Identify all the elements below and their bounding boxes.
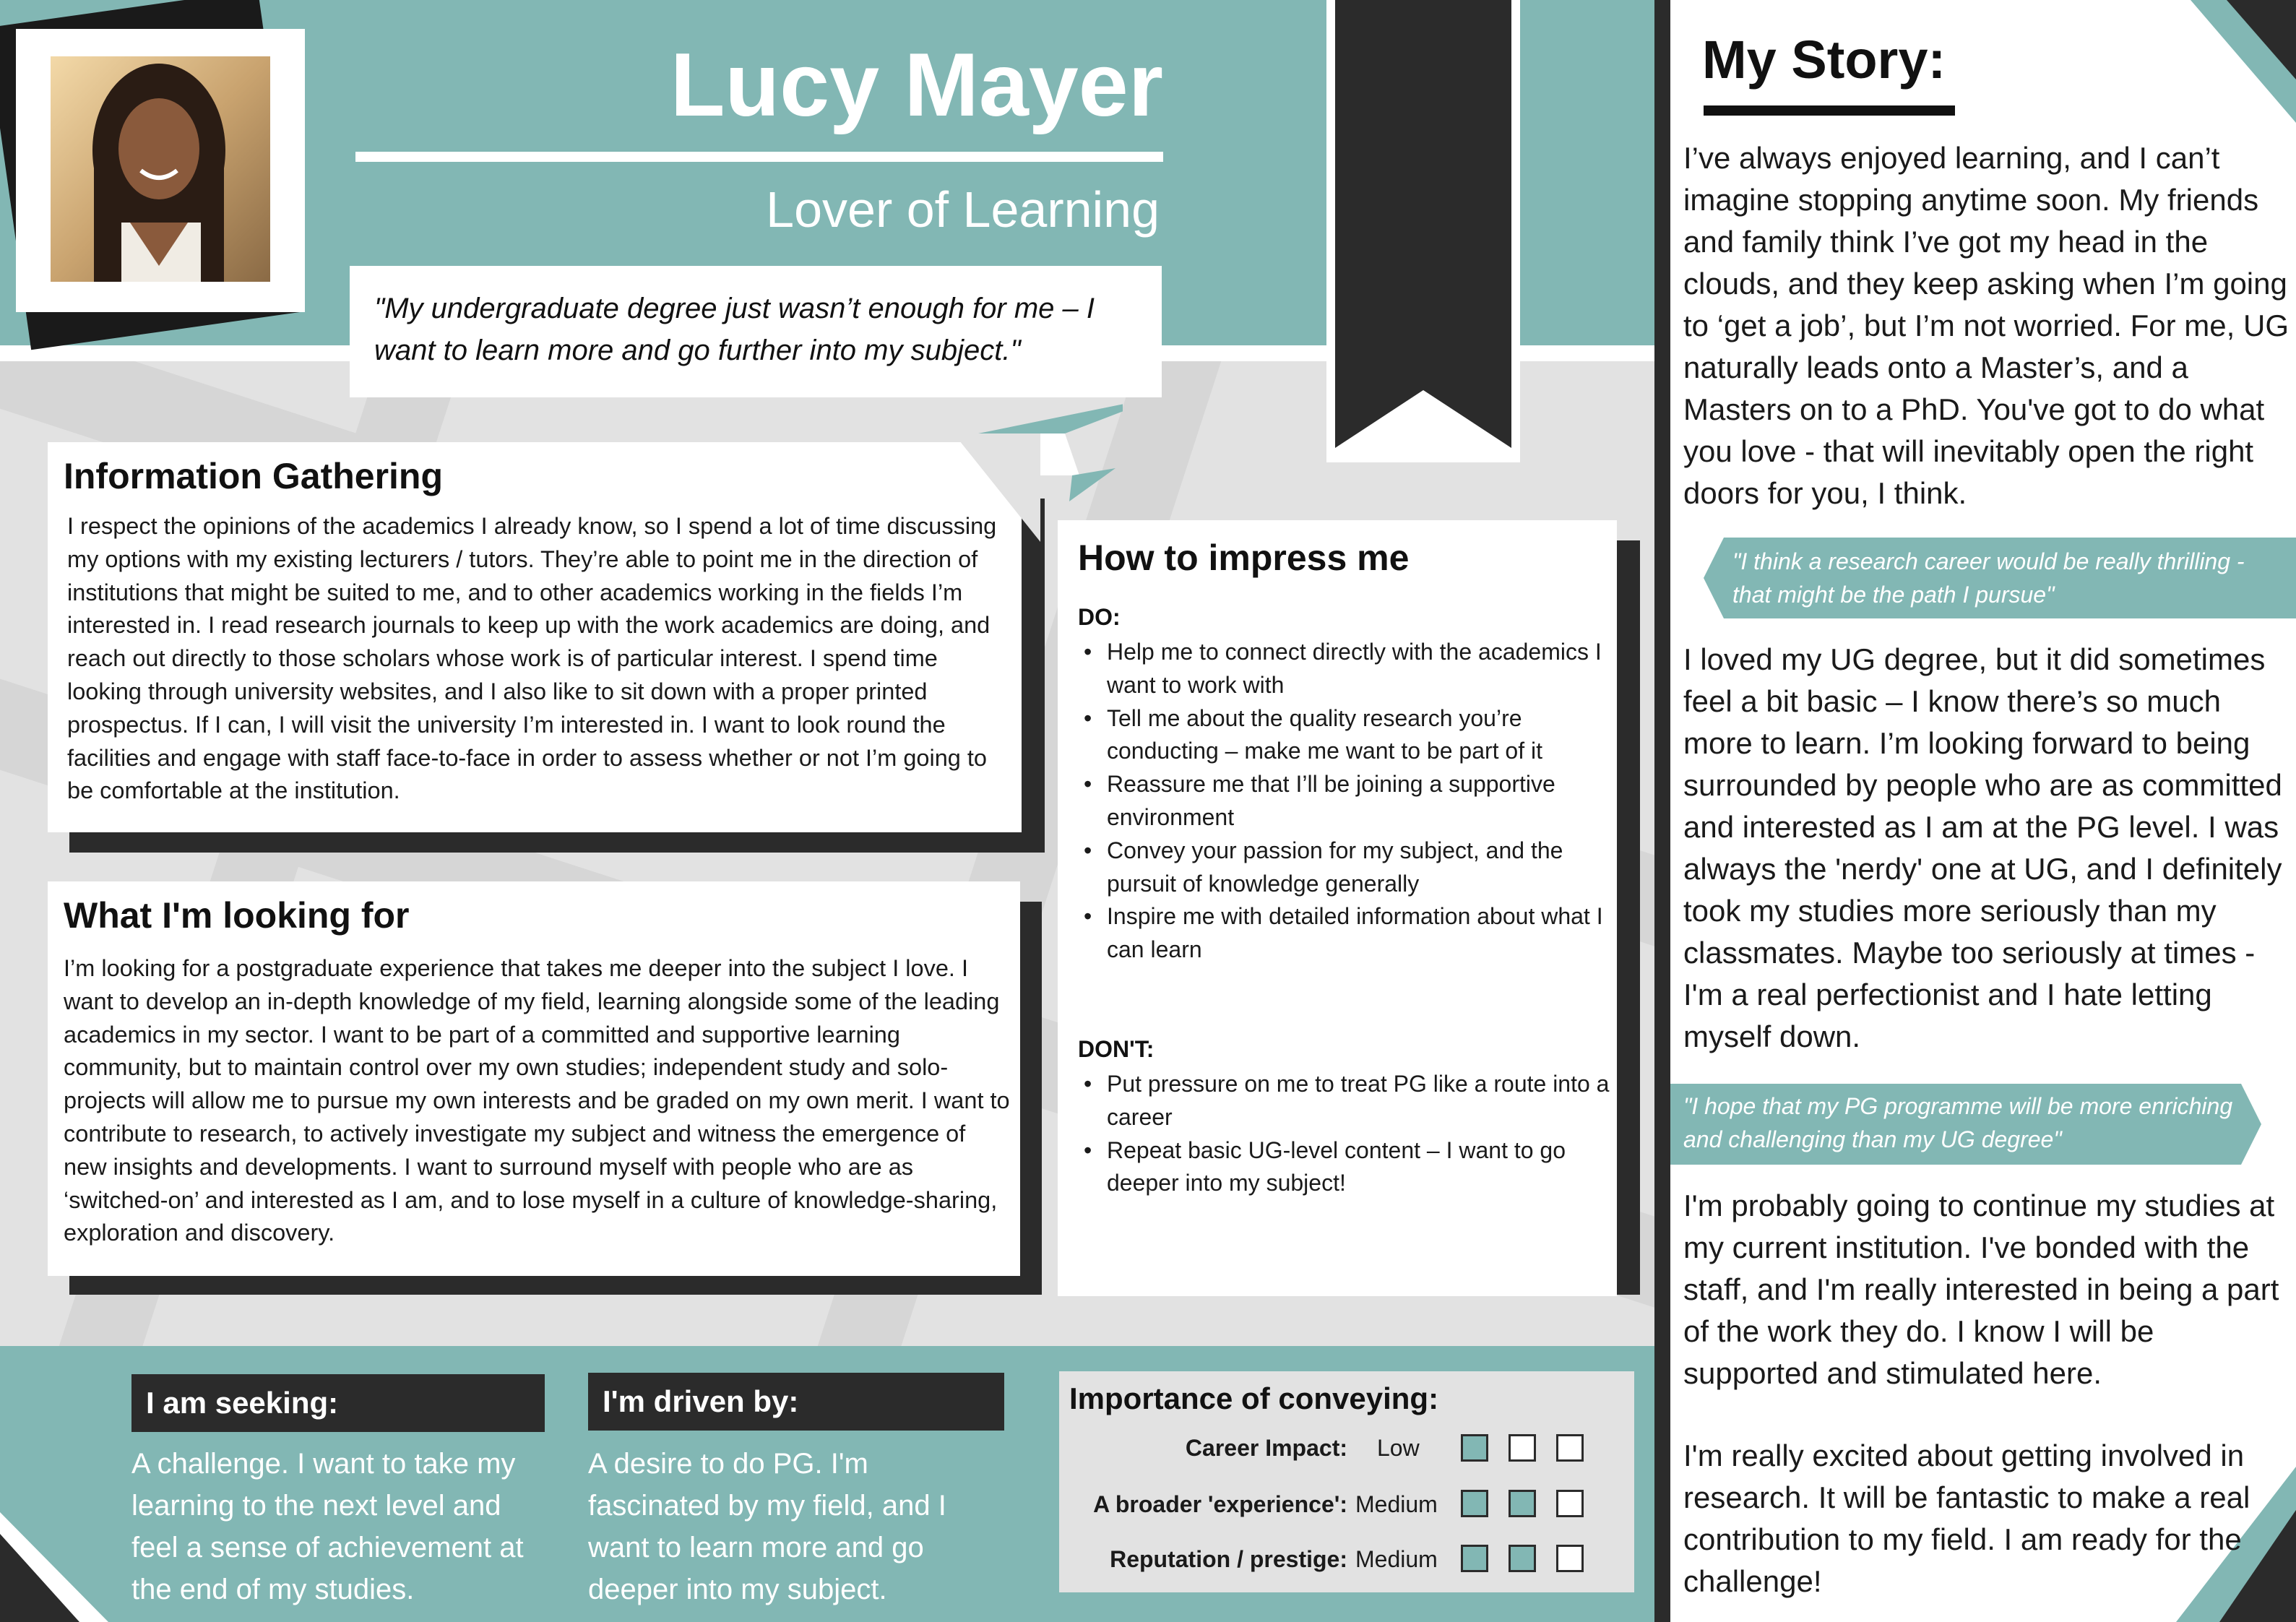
story-title: My Story:	[1702, 30, 1946, 90]
importance-row-level: Medium	[1355, 1546, 1438, 1572]
persona-tagline: Lover of Learning	[766, 181, 1160, 238]
story-paragraph: I loved my UG degree, but it did sometimes feel a bit basic – I know there’s so much more to learn. I’m looking forward to being surrounded by people who are as committed and interested as I am at the PG level. I was always the 'nerdy' one at UG, and I definitely took my studies more seriously than my classmates. Maybe too seriously at times - I'm a real perfectionist and I hate letting myself down.	[1683, 642, 2282, 1053]
story-paragraph: I'm really excited about getting involved in research. It will be fantastic to make a real contribution to my field. I am ready for the challenge!	[1683, 1438, 2250, 1598]
right-divider	[1654, 0, 1670, 1622]
importance-checkbox	[1509, 1545, 1536, 1572]
do-list	[1078, 636, 1613, 967]
importance-checkbox	[1461, 1434, 1488, 1462]
list-item: • Put pressure on me to treat PG like a route into a career	[1078, 1068, 1613, 1134]
importance-row-label: Career Impact:	[1185, 1435, 1347, 1461]
list-item: • Reassure me that I’ll be joining a supportive environment	[1078, 768, 1613, 834]
persona-quote: "My undergraduate degree just wasn’t enough for me – I want to learn more and go further into my subject."	[374, 293, 1095, 366]
list-item: • Repeat basic UG-level content – I want to go deeper into my subject!	[1078, 1134, 1613, 1201]
list-item: • Tell me about the quality research you’re conducting – make me want to be part of it	[1078, 702, 1613, 769]
persona-name: Lucy Mayer	[670, 35, 1163, 135]
importance-checkbox	[1556, 1545, 1584, 1572]
importance-checkbox	[1461, 1545, 1488, 1572]
importance-row-label: Reputation / prestige:	[1110, 1546, 1347, 1572]
profile-photo	[51, 56, 270, 282]
bookmark-ribbon	[1335, 0, 1511, 448]
looking-for-title: What I'm looking for	[64, 895, 410, 936]
seeking-title: I am seeking:	[131, 1374, 545, 1432]
dont-label: DON'T:	[1078, 1036, 1155, 1062]
importance-row-label: A broader 'experience':	[1093, 1491, 1347, 1517]
dont-list	[1078, 1068, 1613, 1200]
driven-text: A desire to do PG. I'm fascinated by my field, and I want to learn more and go deeper into my subject.	[588, 1448, 946, 1605]
information-gathering-text: I respect the opinions of the academics I already know, so I spend a lot of time discussing my options with my existing lecturers / tutors. They’re able to point me in the direction of institutions that might be suited to me, and to other academics working in the fields I’m interested in. I read research journals to keep up with the work academics are doing, and reach out directly to those scholars whose work is of particular interest. I spend time looking through university websites, and I also like to sit down with a proper printed prospectus. If I can, I will visit the university I’m interested in. I want to look round the facilities and engage with staff face-to-face in order to assess whether or not I’m going to be comfortable at the institution.	[67, 513, 997, 804]
impress-title: How to impress me	[1078, 538, 1410, 578]
information-gathering-title: Information Gathering	[64, 456, 443, 496]
importance-checkbox	[1461, 1490, 1488, 1517]
story-title-underline	[1704, 105, 1955, 116]
story-callout: "I think a research career would be really thrilling - that might be the path I pursue"	[1732, 548, 2245, 608]
story-callout: "I hope that my PG programme will be more enriching and challenging than my UG degree"	[1683, 1093, 2233, 1152]
list-item: • Help me to connect directly with the academics I want to work with	[1078, 636, 1613, 702]
importance-checkbox	[1556, 1434, 1584, 1462]
importance-checkbox	[1509, 1434, 1536, 1462]
driven-title: I'm driven by:	[588, 1373, 1004, 1431]
name-underline	[355, 152, 1163, 162]
looking-for-text: I’m looking for a postgraduate experience that takes me deeper into the subject I love. I want to develop an in-depth knowledge of my field, learning alongside some of the leading academics in my sector. I want to be part of a committed and supportive learning community, but to maintain control over my own studies; independent study and solo-projects will allow me to pursue my own interests and be graded on my own merit. I want to contribute to research, to actively investigate my subject and witness the emergence of new insights and developments. I want to surround myself with people who are as ‘switched-on’ and interested as I am, and to lose myself in a culture of knowledge-sharing, exploration and discovery.	[64, 955, 1010, 1246]
importance-checkbox	[1509, 1490, 1536, 1517]
list-item: • Convey your passion for my subject, and the pursuit of knowledge generally	[1078, 834, 1613, 901]
importance-checkbox	[1556, 1490, 1584, 1517]
importance-row-level: Medium	[1355, 1491, 1438, 1517]
story-paragraph: I’ve always enjoyed learning, and I can’t imagine stopping anytime soon. My friends and family think I’ve got my head in the clouds, and they keep asking when I’m going to ‘get a job’, but I’m not worried. For me, UG naturally leads onto a Master’s, and a Masters on to a PhD. You've got to do what you love - that will inevitably open the right doors for you, I think.	[1683, 141, 2289, 510]
do-label: DO:	[1078, 604, 1121, 630]
importance-title: Importance of conveying:	[1069, 1381, 1439, 1415]
importance-row-level: Low	[1377, 1435, 1420, 1461]
seeking-text: A challenge. I want to take my learning to the next level and feel a sense of achievement at the end of my studies.	[131, 1448, 524, 1605]
list-item: • Inspire me with detailed information about what I can learn	[1078, 900, 1613, 967]
story-paragraph: I'm probably going to continue my studies at my current institution. I've bonded with the staff, and I'm really interested in being a part of the work they do. I know I will be supported and stimulated here.	[1683, 1189, 2279, 1390]
